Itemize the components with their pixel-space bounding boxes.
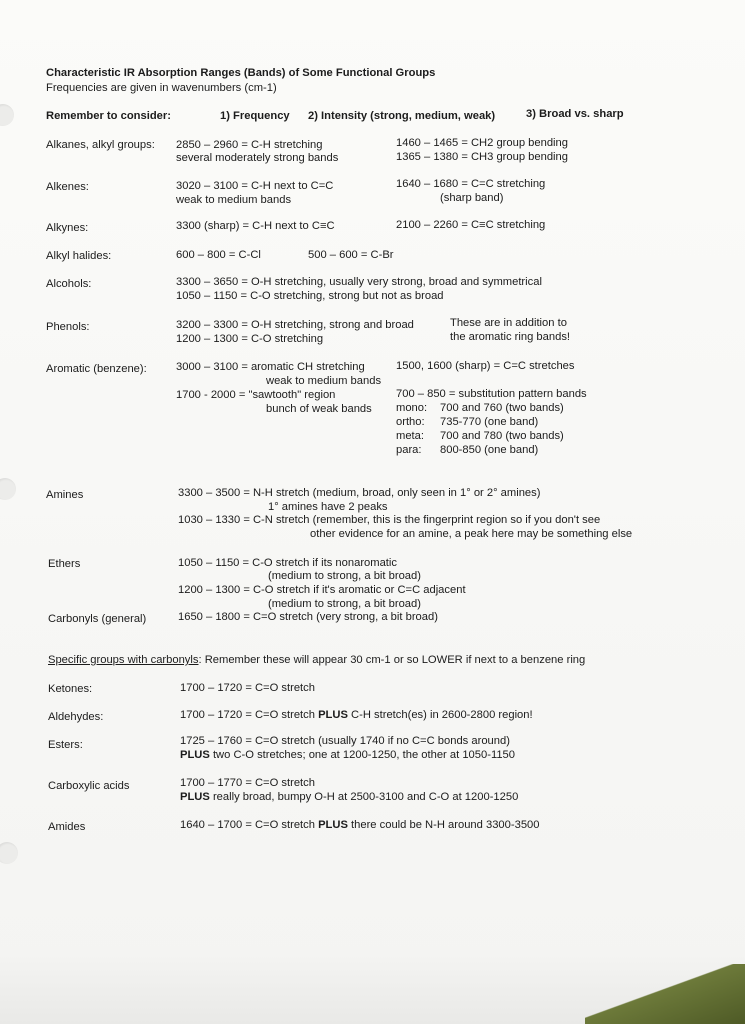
amides-line-1 bbox=[180, 819, 539, 833]
phenols-name: Phenols: bbox=[46, 321, 90, 333]
carboxylic-plus: PLUS bbox=[180, 791, 210, 803]
alcohols-line-1: 3300 – 3650 = O-H stretching, usually very strong, broad and symmetrical bbox=[176, 276, 542, 288]
page-title: Characteristic IR Absorption Ranges (Bands) of Some Functional Groups bbox=[46, 67, 436, 79]
alkylhalides-line-1: 600 – 800 = C-Cl bbox=[176, 249, 261, 261]
alkenes-right-1: 1640 – 1680 = C=C stretching bbox=[396, 178, 546, 190]
ketones-name: Ketones: bbox=[48, 683, 93, 695]
specific-groups-line bbox=[48, 654, 585, 668]
aromatic-sub-value-meta: 700 and 780 (two bands) bbox=[440, 430, 564, 442]
carboxylic-line-1: 1700 – 1770 = C=O stretch bbox=[180, 777, 315, 789]
phenols-right-2: the aromatic ring bands! bbox=[450, 331, 571, 343]
alkylhalides-name: Alkyl halides: bbox=[46, 250, 112, 262]
amines-name: Amines bbox=[46, 489, 84, 501]
remember-label: Remember to consider: bbox=[46, 110, 171, 122]
aromatic-sub-value-mono: 700 and 760 (two bands) bbox=[440, 402, 564, 414]
carboxylic-text-b: really broad, bumpy O-H at 2500-3100 and C-O at 1200-1250 bbox=[209, 791, 519, 803]
esters-line-1: 1725 – 1760 = C=O stretch (usually 1740 if no C=C bonds around) bbox=[180, 735, 510, 747]
alkynes-line-1: 3300 (sharp) = C-H next to C≡C bbox=[176, 220, 335, 232]
carboxylic-name: Carboxylic acids bbox=[48, 780, 130, 792]
amines-line-3: 1030 – 1330 = C-N stretch (remember, this is the fingerprint region so if you don't see bbox=[178, 514, 601, 526]
amines-line-2: 1° amines have 2 peaks bbox=[268, 501, 388, 513]
punch-hole-bottom bbox=[0, 842, 18, 864]
aromatic-sub-label-mono: mono: bbox=[396, 402, 428, 414]
aromatic-line-4: bunch of weak bands bbox=[266, 403, 372, 415]
ethers-line-4: (medium to strong, a bit broad) bbox=[268, 598, 421, 610]
ethers-line-1: 1050 – 1150 = C-O stretch if its nonaromatic bbox=[178, 557, 397, 569]
aldehydes-name: Aldehydes: bbox=[48, 711, 104, 723]
amines-line-1: 3300 – 3500 = N-H stretch (medium, broad, only seen in 1° or 2° amines) bbox=[178, 487, 541, 499]
alcohols-line-2: 1050 – 1150 = C-O stretching, strong but not as broad bbox=[176, 290, 444, 302]
aldehydes-line-1 bbox=[180, 709, 533, 723]
aromatic-line-3: 1700 - 2000 = "sawtooth" region bbox=[176, 389, 336, 401]
alkynes-name: Alkynes: bbox=[46, 222, 89, 234]
esters-text-b: two C-O stretches; one at 1200-1250, the other at 1050-1150 bbox=[209, 749, 515, 761]
alkylhalides-line-2: 500 – 600 = C-Br bbox=[308, 249, 394, 261]
aromatic-sub-label-meta: meta: bbox=[396, 430, 424, 442]
specific-groups-text: : Remember these will appear 30 cm-1 or so LOWER if next to a benzene ring bbox=[198, 654, 586, 666]
alkanes-line-1: 2850 – 2960 = C-H stretching bbox=[176, 139, 323, 151]
phenols-note-1: These are in addition to bbox=[450, 317, 567, 329]
carboxylic-line-2 bbox=[180, 791, 518, 805]
subtitle-text: Frequencies are given in wavenumbers (cm-1) bbox=[46, 82, 277, 94]
aldehydes-plus: PLUS bbox=[318, 709, 348, 721]
ethers-line-2: (medium to strong, a bit broad) bbox=[268, 570, 421, 582]
aromatic-sub-value-para: 800-850 (one band) bbox=[440, 444, 539, 456]
amides-text-a: 1640 – 1700 = C=O stretch bbox=[180, 819, 319, 831]
punch-hole-top bbox=[0, 104, 14, 126]
remember-item-2: 2) Intensity (strong, medium, weak) bbox=[308, 110, 496, 122]
aromatic-sub-label-para: para: bbox=[396, 444, 422, 456]
remember-item-3: 3) Broad vs. sharp bbox=[526, 108, 624, 120]
aldehydes-text-c: C-H stretch(es) in 2600-2800 region! bbox=[347, 709, 533, 721]
amines-line-4: other evidence for an amine, a peak here may be something else bbox=[310, 528, 633, 540]
remember-item-1: 1) Frequency bbox=[220, 110, 290, 122]
alkenes-line-1: 3020 – 3100 = C-H next to C=C bbox=[176, 180, 334, 192]
alkanes-right-2: 1365 – 1380 = CH3 group bending bbox=[396, 151, 568, 163]
amides-text-c: there could be N-H around 3300-3500 bbox=[347, 819, 540, 831]
aromatic-line-1: 3000 – 3100 = aromatic CH stretching bbox=[176, 361, 365, 373]
phenols-line-1: 3200 – 3300 = O-H stretching, strong and broad bbox=[176, 319, 414, 331]
ketones-line-1: 1700 – 1720 = C=O stretch bbox=[180, 682, 315, 694]
alkanes-name: Alkanes, alkyl groups: bbox=[46, 139, 155, 151]
esters-plus: PLUS bbox=[180, 749, 210, 761]
carbonyls-line-1: 1650 – 1800 = C=O stretch (very strong, a bit broad) bbox=[178, 611, 438, 623]
alkynes-right-1: 2100 – 2260 = C≡C stretching bbox=[396, 219, 546, 231]
desk-corner bbox=[585, 964, 745, 1024]
esters-name: Esters: bbox=[48, 739, 83, 751]
carbonyls-name: Carbonyls (general) bbox=[48, 613, 147, 625]
alcohols-name: Alcohols: bbox=[46, 278, 92, 290]
page-subtitle bbox=[46, 82, 277, 96]
aromatic-line-2: weak to medium bands bbox=[266, 375, 382, 387]
alkanes-line-2: several moderately strong bands bbox=[176, 152, 339, 164]
aromatic-right-1: 1500, 1600 (sharp) = C=C stretches bbox=[396, 360, 575, 372]
punch-hole-middle bbox=[0, 478, 16, 500]
phenols-line-2: 1200 – 1300 = C-O stretching bbox=[176, 333, 324, 345]
phenols-right-1 bbox=[450, 317, 567, 331]
amides-plus: PLUS bbox=[318, 819, 348, 831]
alkenes-line-2: weak to medium bands bbox=[176, 194, 292, 206]
esters-line-2 bbox=[180, 749, 515, 763]
aromatic-sub-value-ortho: 735-770 (one band) bbox=[440, 416, 539, 428]
alkenes-right-2: (sharp band) bbox=[440, 192, 504, 204]
specific-groups-heading: Specific groups with carbonyls bbox=[48, 654, 199, 666]
aldehydes-text-a: 1700 – 1720 = C=O stretch bbox=[180, 709, 319, 721]
alkenes-name: Alkenes: bbox=[46, 181, 89, 193]
ethers-line-3: 1200 – 1300 = C-O stretch if it's aromatic or C=C adjacent bbox=[178, 584, 466, 596]
ethers-name: Ethers bbox=[48, 558, 81, 570]
aromatic-sub-label-ortho: ortho: bbox=[396, 416, 425, 428]
alkanes-right-1: 1460 – 1465 = CH2 group bending bbox=[396, 137, 568, 149]
amides-name: Amides bbox=[48, 821, 86, 833]
aromatic-right-2: 700 – 850 = substitution pattern bands bbox=[396, 388, 587, 400]
aromatic-name: Aromatic (benzene): bbox=[46, 363, 147, 375]
